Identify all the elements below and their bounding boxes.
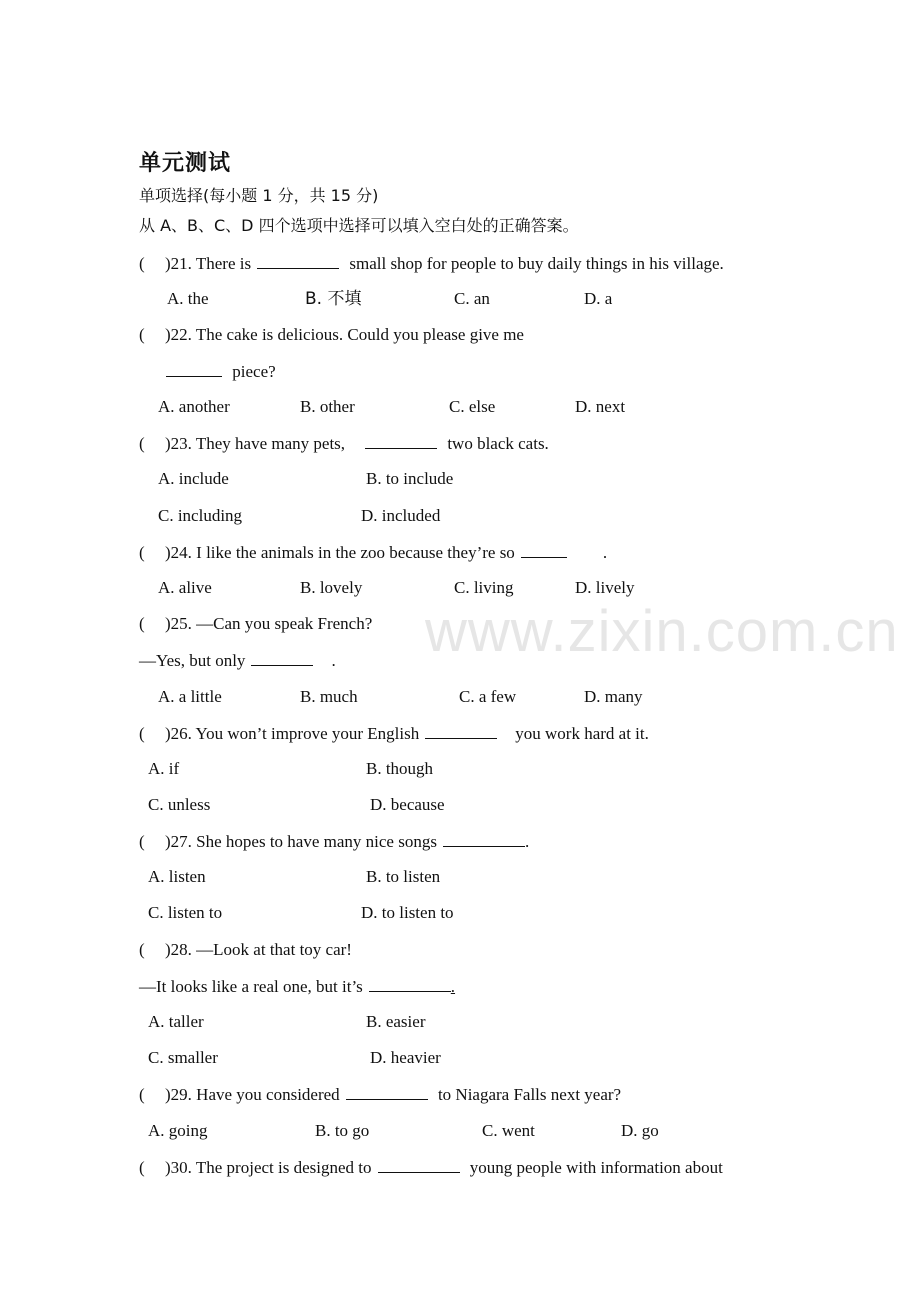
option: D. heavier [370, 1048, 441, 1067]
option: C. unless [148, 795, 211, 814]
answer-paren[interactable]: ( [139, 724, 145, 743]
option: B. 不填 [305, 289, 362, 309]
option: A. the [167, 289, 209, 308]
answer-paren[interactable]: ( [139, 543, 145, 562]
option: D. many [584, 687, 643, 706]
option: A. alive [158, 578, 212, 597]
question-28-reply: —It looks like a real one, but it’s . [139, 977, 456, 996]
option: C. smaller [148, 1048, 218, 1067]
option: B. to go [315, 1121, 370, 1140]
option: A. a little [158, 687, 222, 706]
blank [251, 650, 313, 666]
option: C. else [449, 397, 496, 416]
question-26: ( )26. You won’t improve your English you work hard at it. [139, 724, 649, 743]
section-header: 单项选择(每小题 1 分，共 15 分) [139, 186, 379, 205]
blank [521, 542, 567, 558]
option: C. a few [459, 687, 517, 706]
question-29: ( )29. Have you considered to Niagara Falls next year? [139, 1085, 622, 1104]
option: A. another [158, 397, 230, 416]
option: A. taller [148, 1012, 204, 1031]
answer-paren[interactable]: ( [139, 940, 145, 959]
question-28: ( )28. —Look at that toy car! [139, 940, 352, 959]
option: B. other [300, 397, 355, 416]
question-22: ( )22. The cake is delicious. Could you please give me [139, 325, 524, 344]
answer-paren[interactable]: ( [139, 1085, 145, 1104]
option: D. go [621, 1121, 659, 1140]
blank [257, 253, 339, 269]
question-24: ( )24. I like the animals in the zoo because they’re so . [139, 543, 608, 562]
option: C. living [454, 578, 514, 597]
question-21: ( )21. There is small shop for people to buy daily things in his village. [139, 254, 724, 273]
question-22-cont: piece? [160, 361, 276, 382]
question-27: ( )27. She hopes to have many nice songs . [139, 832, 530, 851]
answer-paren[interactable]: ( [139, 254, 145, 273]
question-30: ( )30. The project is designed to young people with information about [139, 1158, 723, 1177]
page-title: 单元测试 [139, 151, 232, 176]
answer-paren[interactable]: ( [139, 614, 145, 633]
blank [346, 1084, 428, 1100]
question-23: ( )23. They have many pets, two black cats. [139, 434, 549, 453]
option: D. next [575, 397, 626, 416]
answer-paren[interactable]: ( [139, 1158, 145, 1177]
option: D. a [584, 289, 613, 308]
option: A. going [148, 1121, 208, 1140]
blank [378, 1157, 460, 1173]
option: B. much [300, 687, 358, 706]
option: C. an [454, 289, 490, 308]
option: B. lovely [300, 578, 363, 597]
blank [166, 361, 222, 377]
option: D. included [361, 506, 441, 525]
blank [365, 433, 437, 449]
option: B. to include [366, 469, 454, 488]
option: B. though [366, 759, 434, 778]
answer-paren[interactable]: ( [139, 325, 145, 344]
option: A. listen [148, 867, 206, 886]
question-25-reply: —Yes, but only . [139, 651, 336, 670]
option: B. to listen [366, 867, 441, 886]
option: D. lively [575, 578, 635, 597]
option: A. include [158, 469, 229, 488]
blank [443, 831, 525, 847]
option: C. listen to [148, 903, 223, 922]
instruction: 从 A、B、C、D 四个选项中选择可以填入空白处的正确答案。 [139, 216, 579, 235]
blank [425, 723, 497, 739]
watermark: www.zixin.com.cn [425, 599, 899, 664]
option: D. because [370, 795, 445, 814]
option: A. if [148, 759, 180, 778]
option: C. went [482, 1121, 535, 1140]
answer-paren[interactable]: ( [139, 434, 145, 453]
option: D. to listen to [361, 903, 454, 922]
blank [369, 976, 451, 992]
option: B. easier [366, 1012, 426, 1031]
answer-paren[interactable]: ( [139, 832, 145, 851]
option: C. including [158, 506, 243, 525]
question-25: ( )25. —Can you speak French? [139, 614, 373, 633]
